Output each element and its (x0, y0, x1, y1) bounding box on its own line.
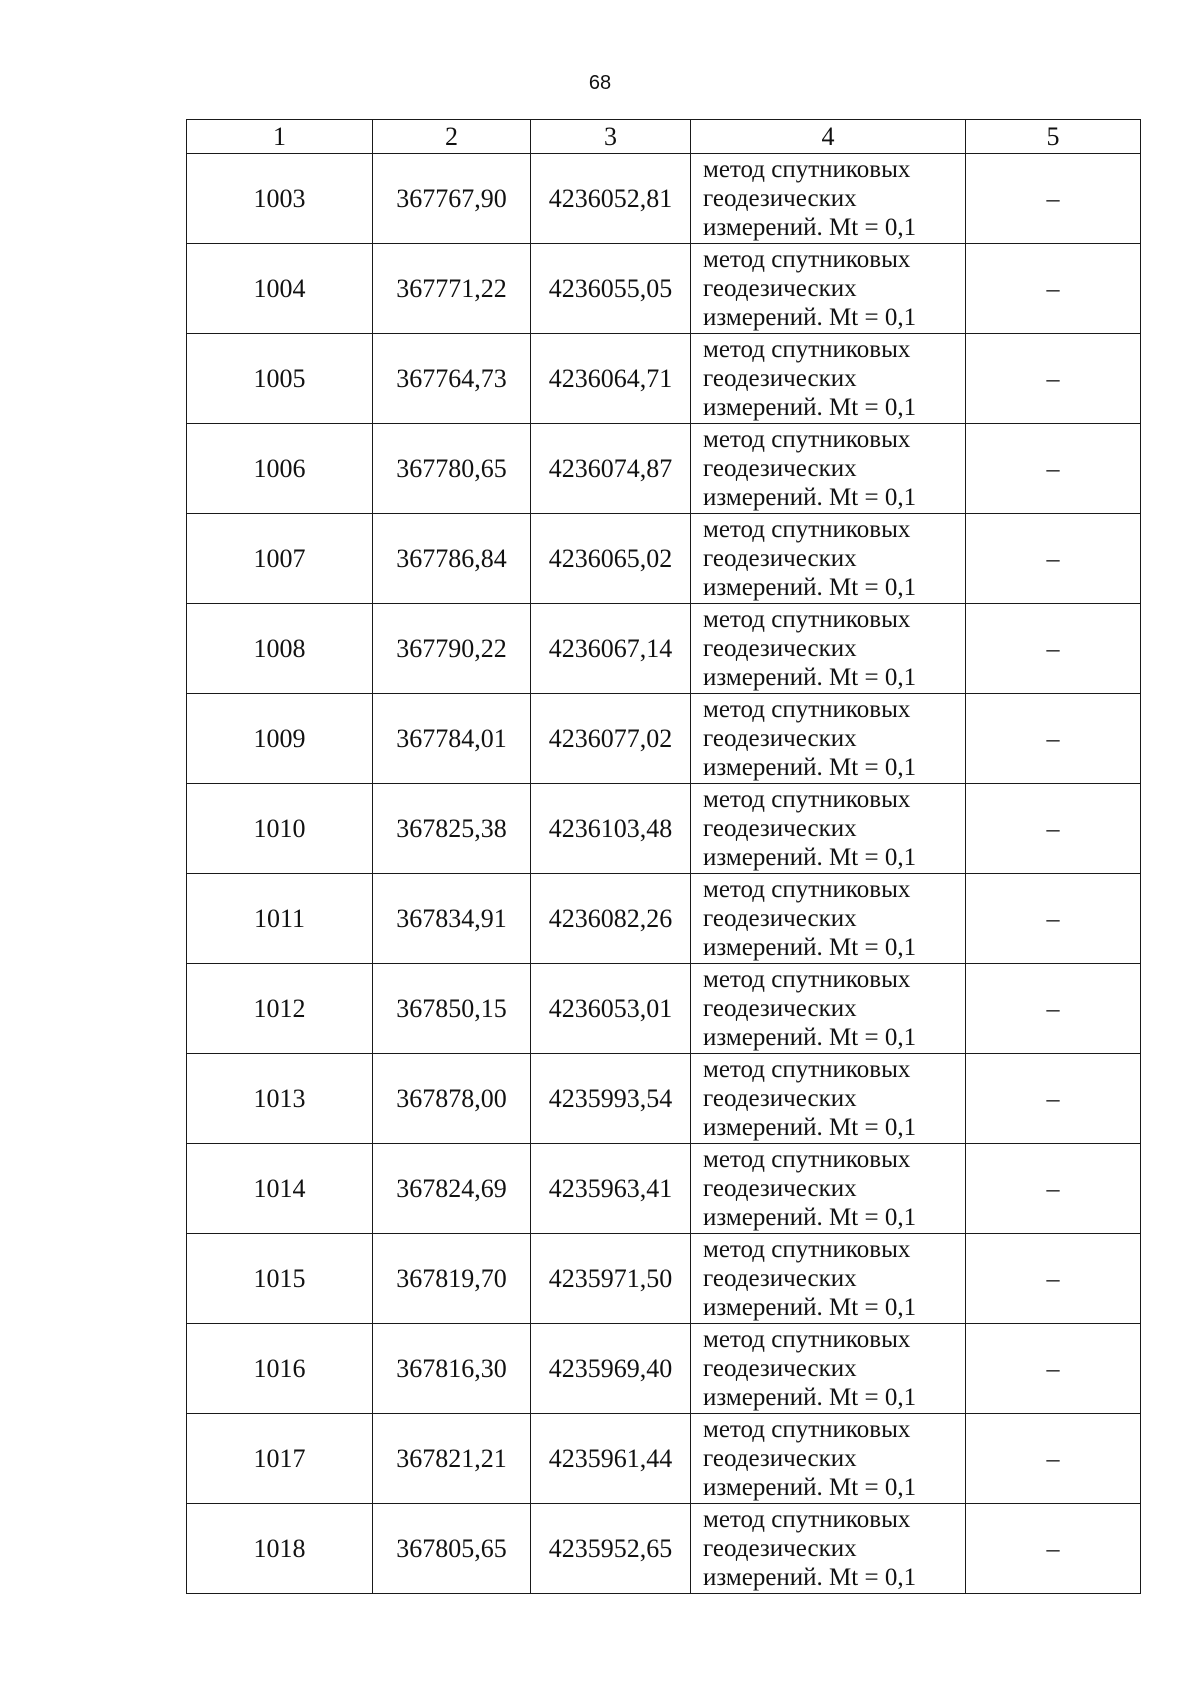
method-cell (691, 964, 966, 1054)
method-text-line: метод спутниковых (703, 156, 911, 183)
method-text-line: метод спутниковых (703, 696, 911, 723)
page-number: 68 (588, 72, 612, 94)
point-number-cell: 1018 (187, 1504, 373, 1594)
header-cell-2: 2 (373, 120, 531, 154)
table-row (187, 154, 1141, 244)
method-cell (691, 784, 966, 874)
x-coordinate-cell: 367767,90 (373, 154, 531, 244)
method-text-line: геодезических (703, 1175, 857, 1202)
method-text-line: измерений. Mt = 0,1 (703, 664, 917, 691)
x-coordinate-cell: 367825,38 (373, 784, 531, 874)
method-text-line: измерений. Mt = 0,1 (703, 574, 917, 601)
y-coordinate-cell: 4236074,87 (531, 424, 691, 514)
method-text-line: геодезических (703, 1355, 857, 1382)
y-coordinate-cell: 4235969,40 (531, 1324, 691, 1414)
header-row (187, 120, 1141, 154)
method-text-line: измерений. Mt = 0,1 (703, 394, 917, 421)
method-text-line: метод спутниковых (703, 1506, 911, 1533)
x-coordinate-cell: 367790,22 (373, 604, 531, 694)
point-number-cell: 1008 (187, 604, 373, 694)
note-cell: – (966, 1414, 1141, 1504)
point-number-cell: 1012 (187, 964, 373, 1054)
method-text-line: измерений. Mt = 0,1 (703, 484, 917, 511)
method-cell (691, 1054, 966, 1144)
point-number-cell: 1005 (187, 334, 373, 424)
method-text-line: измерений. Mt = 0,1 (703, 1384, 917, 1411)
method-text-line: геодезических (703, 1085, 857, 1112)
note-cell: – (966, 1054, 1141, 1144)
method-text-line: геодезических (703, 815, 857, 842)
y-coordinate-cell: 4236053,01 (531, 964, 691, 1054)
table-body (187, 154, 1141, 1594)
note-cell: – (966, 694, 1141, 784)
y-coordinate-cell: 4236067,14 (531, 604, 691, 694)
method-cell (691, 334, 966, 424)
point-number-cell: 1013 (187, 1054, 373, 1144)
coordinates-table (186, 119, 1141, 1594)
y-coordinate-cell: 4236055,05 (531, 244, 691, 334)
note-cell: – (966, 1234, 1141, 1324)
method-cell (691, 1324, 966, 1414)
method-cell (691, 1414, 966, 1504)
y-coordinate-cell: 4235952,65 (531, 1504, 691, 1594)
point-number-cell: 1009 (187, 694, 373, 784)
method-text-line: геодезических (703, 725, 857, 752)
method-cell (691, 1234, 966, 1324)
table-row (187, 424, 1141, 514)
table-row (187, 1234, 1141, 1324)
table-row (187, 694, 1141, 784)
method-text-line: метод спутниковых (703, 336, 911, 363)
note-cell: – (966, 604, 1141, 694)
method-cell (691, 874, 966, 964)
method-text-line: метод спутниковых (703, 1056, 911, 1083)
y-coordinate-cell: 4235971,50 (531, 1234, 691, 1324)
table-row (187, 964, 1141, 1054)
table-row (187, 1054, 1141, 1144)
x-coordinate-cell: 367821,21 (373, 1414, 531, 1504)
method-cell (691, 424, 966, 514)
table-row (187, 1504, 1141, 1594)
y-coordinate-cell: 4236064,71 (531, 334, 691, 424)
method-text-line: метод спутниковых (703, 1236, 911, 1263)
table-row (187, 1414, 1141, 1504)
method-cell (691, 154, 966, 244)
point-number-cell: 1007 (187, 514, 373, 604)
method-text-line: метод спутниковых (703, 876, 911, 903)
point-number-cell: 1017 (187, 1414, 373, 1504)
method-text-line: метод спутниковых (703, 1146, 911, 1173)
table-row (187, 604, 1141, 694)
x-coordinate-cell: 367805,65 (373, 1504, 531, 1594)
y-coordinate-cell: 4236065,02 (531, 514, 691, 604)
point-number-cell: 1015 (187, 1234, 373, 1324)
method-text-line: метод спутниковых (703, 966, 911, 993)
method-text-line: измерений. Mt = 0,1 (703, 214, 917, 241)
note-cell: – (966, 874, 1141, 964)
header-cell-5: 5 (966, 120, 1141, 154)
table-row (187, 784, 1141, 874)
method-text-line: геодезических (703, 995, 857, 1022)
method-text-line: измерений. Mt = 0,1 (703, 1024, 917, 1051)
method-text-line: геодезических (703, 1265, 857, 1292)
point-number-cell: 1006 (187, 424, 373, 514)
note-cell: – (966, 514, 1141, 604)
method-text-line: измерений. Mt = 0,1 (703, 844, 917, 871)
x-coordinate-cell: 367771,22 (373, 244, 531, 334)
point-number-cell: 1010 (187, 784, 373, 874)
y-coordinate-cell: 4236103,48 (531, 784, 691, 874)
method-text-line: метод спутниковых (703, 1326, 911, 1353)
point-number-cell: 1003 (187, 154, 373, 244)
method-text-line: геодезических (703, 365, 857, 392)
y-coordinate-cell: 4235961,44 (531, 1414, 691, 1504)
x-coordinate-cell: 367816,30 (373, 1324, 531, 1414)
method-text-line: метод спутниковых (703, 1416, 911, 1443)
table-row (187, 244, 1141, 334)
method-text-line: измерений. Mt = 0,1 (703, 1294, 917, 1321)
coordinates-table-container (186, 119, 1140, 1594)
method-text-line: измерений. Mt = 0,1 (703, 1204, 917, 1231)
method-text-line: измерений. Mt = 0,1 (703, 1114, 917, 1141)
note-cell: – (966, 424, 1141, 514)
x-coordinate-cell: 367764,73 (373, 334, 531, 424)
header-cell-3: 3 (531, 120, 691, 154)
method-text-line: геодезических (703, 545, 857, 572)
method-cell (691, 1144, 966, 1234)
table-row (187, 514, 1141, 604)
x-coordinate-cell: 367780,65 (373, 424, 531, 514)
method-text-line: измерений. Mt = 0,1 (703, 1564, 917, 1591)
method-text-line: измерений. Mt = 0,1 (703, 1474, 917, 1501)
method-text-line: метод спутниковых (703, 426, 911, 453)
method-cell (691, 1504, 966, 1594)
note-cell: – (966, 784, 1141, 874)
x-coordinate-cell: 367834,91 (373, 874, 531, 964)
method-text-line: метод спутниковых (703, 516, 911, 543)
note-cell: – (966, 964, 1141, 1054)
point-number-cell: 1014 (187, 1144, 373, 1234)
method-cell (691, 694, 966, 784)
y-coordinate-cell: 4236082,26 (531, 874, 691, 964)
y-coordinate-cell: 4235993,54 (531, 1054, 691, 1144)
note-cell: – (966, 244, 1141, 334)
note-cell: – (966, 334, 1141, 424)
y-coordinate-cell: 4235963,41 (531, 1144, 691, 1234)
x-coordinate-cell: 367850,15 (373, 964, 531, 1054)
note-cell: – (966, 1144, 1141, 1234)
y-coordinate-cell: 4236052,81 (531, 154, 691, 244)
method-cell (691, 514, 966, 604)
header-cell-4: 4 (691, 120, 966, 154)
x-coordinate-cell: 367784,01 (373, 694, 531, 784)
method-cell (691, 604, 966, 694)
table-row (187, 874, 1141, 964)
point-number-cell: 1004 (187, 244, 373, 334)
note-cell: – (966, 154, 1141, 244)
method-text-line: измерений. Mt = 0,1 (703, 934, 917, 961)
method-cell (691, 244, 966, 334)
y-coordinate-cell: 4236077,02 (531, 694, 691, 784)
x-coordinate-cell: 367819,70 (373, 1234, 531, 1324)
method-text-line: измерений. Mt = 0,1 (703, 304, 917, 331)
method-text-line: метод спутниковых (703, 246, 911, 273)
x-coordinate-cell: 367824,69 (373, 1144, 531, 1234)
method-text-line: метод спутниковых (703, 606, 911, 633)
method-text-line: геодезических (703, 905, 857, 932)
method-text-line: геодезических (703, 1445, 857, 1472)
point-number-cell: 1011 (187, 874, 373, 964)
table-row (187, 334, 1141, 424)
header-cell-1: 1 (187, 120, 373, 154)
note-cell: – (966, 1504, 1141, 1594)
method-text-line: геодезических (703, 1535, 857, 1562)
method-text-line: геодезических (703, 275, 857, 302)
x-coordinate-cell: 367878,00 (373, 1054, 531, 1144)
method-text-line: геодезических (703, 455, 857, 482)
table-row (187, 1144, 1141, 1234)
point-number-cell: 1016 (187, 1324, 373, 1414)
table-row (187, 1324, 1141, 1414)
method-text-line: метод спутниковых (703, 786, 911, 813)
note-cell: – (966, 1324, 1141, 1414)
method-text-line: геодезических (703, 185, 857, 212)
method-text-line: геодезических (703, 635, 857, 662)
x-coordinate-cell: 367786,84 (373, 514, 531, 604)
method-text-line: измерений. Mt = 0,1 (703, 754, 917, 781)
